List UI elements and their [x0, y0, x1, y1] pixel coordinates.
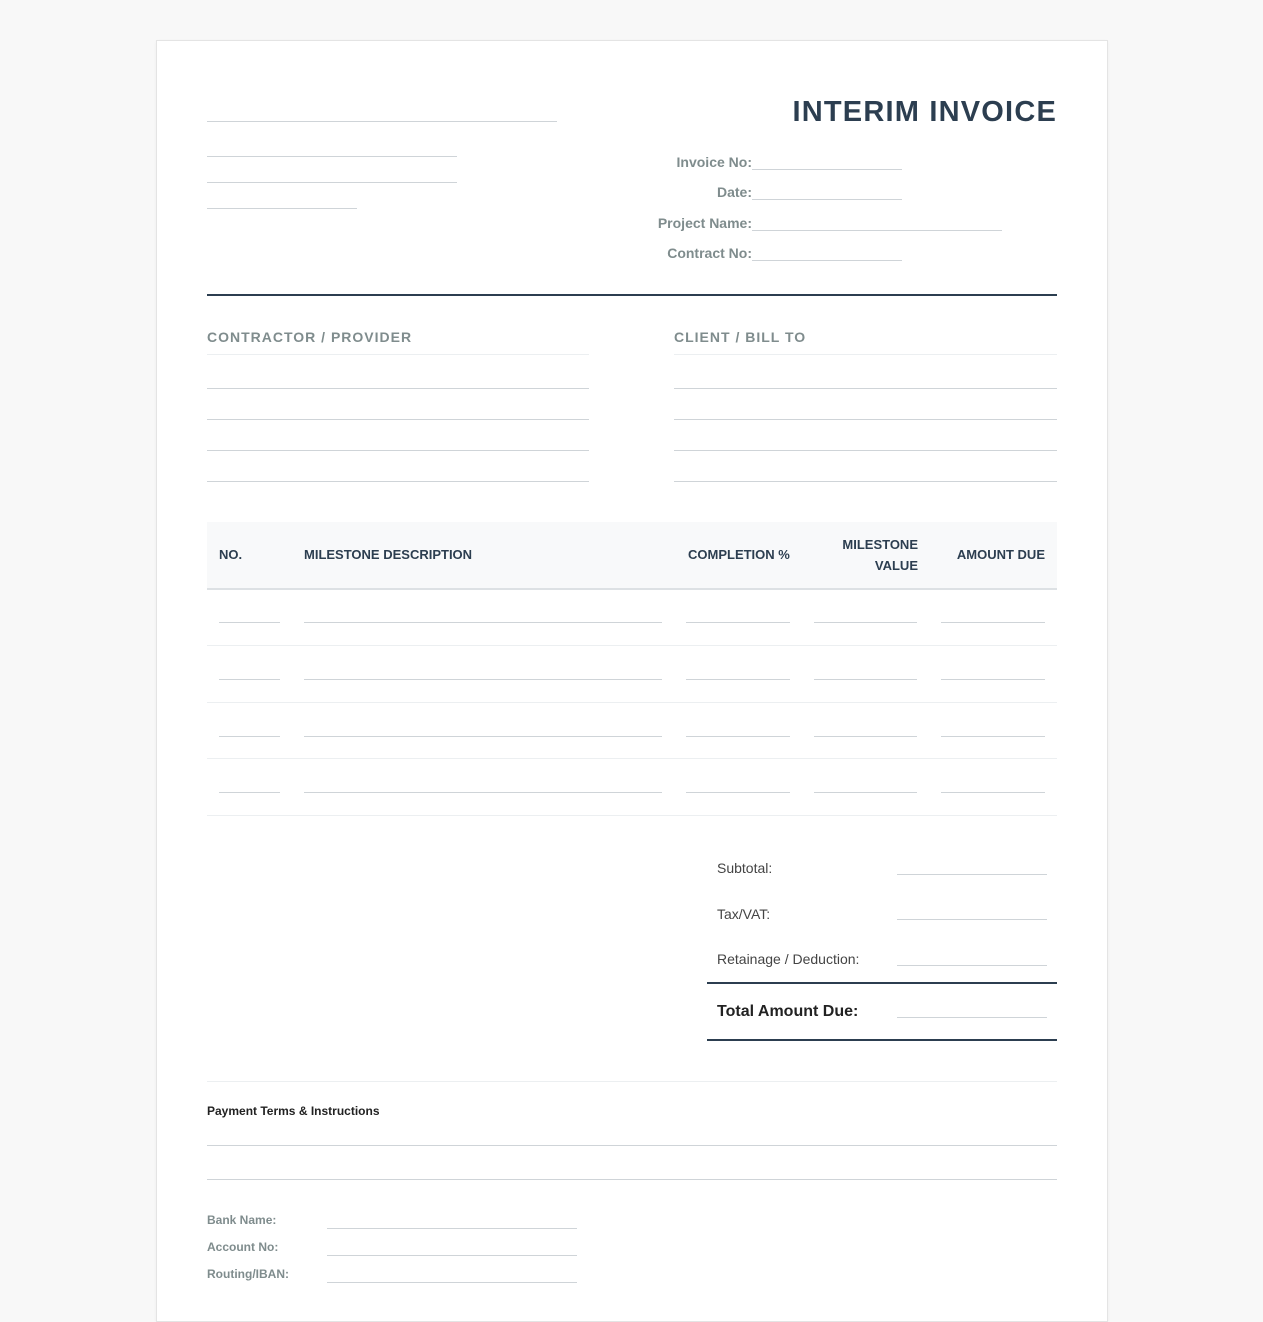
row-2-value-field[interactable] [814, 679, 917, 680]
row-4-divider [207, 815, 1057, 816]
header-completion: COMPLETION % [688, 547, 790, 562]
row-4-description-field[interactable] [304, 792, 662, 793]
row-1-completion-field[interactable] [686, 622, 790, 623]
contractor-line-4[interactable] [207, 481, 589, 482]
invoice-page [156, 40, 1108, 1322]
account-no-label: Account No: [207, 1240, 279, 1254]
row-4-amount-field[interactable] [941, 792, 1045, 793]
header-no: NO. [219, 547, 243, 562]
payment-section-divider [207, 1081, 1057, 1082]
client-line-1[interactable] [674, 388, 1057, 389]
payment-terms-line-2[interactable] [207, 1179, 1057, 1180]
total-top-border [707, 982, 1057, 984]
company-name-line[interactable] [207, 121, 557, 122]
client-line-3[interactable] [674, 450, 1057, 451]
bank-name-field[interactable] [327, 1228, 577, 1229]
row-4-no-field[interactable] [219, 792, 280, 793]
contractor-section-title: CONTRACTOR / PROVIDER [207, 329, 413, 345]
contractor-line-3[interactable] [207, 450, 589, 451]
payment-terms-line-1[interactable] [207, 1145, 1057, 1146]
contract-no-field[interactable] [752, 260, 902, 261]
row-2-description-field[interactable] [304, 679, 662, 680]
row-2-no-field[interactable] [219, 679, 280, 680]
header-milestone-value-line-2: VALUE [874, 558, 918, 573]
client-section-title: CLIENT / BILL TO [674, 329, 807, 345]
invoice-no-label: Invoice No: [676, 154, 752, 170]
company-address-line-1[interactable] [207, 156, 457, 157]
row-2-divider [207, 702, 1057, 703]
project-name-field[interactable] [752, 230, 1002, 231]
header-milestone-description: MILESTONE DESCRIPTION [304, 547, 473, 562]
routing-iban-field[interactable] [327, 1282, 577, 1283]
row-3-value-field[interactable] [814, 736, 917, 737]
header-milestone-value-line-1: MILESTONE [842, 537, 918, 552]
row-2-amount-field[interactable] [941, 679, 1045, 680]
total-bottom-border [707, 1039, 1057, 1041]
invoice-title: INTERIM INVOICE [792, 96, 1057, 128]
contractor-line-1[interactable] [207, 388, 589, 389]
company-address-line-2[interactable] [207, 182, 457, 183]
invoice-no-field[interactable] [752, 169, 902, 170]
retainage-label: Retainage / Deduction: [717, 951, 860, 967]
client-line-2[interactable] [674, 419, 1057, 420]
company-address-line-3[interactable] [207, 208, 357, 209]
contractor-title-underline [207, 354, 589, 355]
total-amount-due-label: Total Amount Due: [717, 1003, 859, 1020]
retainage-field[interactable] [897, 965, 1047, 966]
date-label: Date: [716, 184, 752, 200]
row-2-completion-field[interactable] [686, 679, 790, 680]
row-4-completion-field[interactable] [686, 792, 790, 793]
bank-name-label: Bank Name: [207, 1213, 277, 1227]
row-3-completion-field[interactable] [686, 736, 790, 737]
total-amount-due-field[interactable] [897, 1017, 1047, 1018]
header-amount-due: AMOUNT DUE [956, 547, 1045, 562]
subtotal-label: Subtotal: [717, 860, 773, 876]
row-1-divider [207, 645, 1057, 646]
row-3-divider [207, 758, 1057, 759]
date-field[interactable] [752, 199, 902, 200]
routing-iban-label: Routing/IBAN: [207, 1267, 289, 1281]
row-1-value-field[interactable] [814, 622, 917, 623]
row-3-amount-field[interactable] [941, 736, 1045, 737]
row-1-description-field[interactable] [304, 622, 662, 623]
project-name-label: Project Name: [657, 215, 752, 231]
tax-label: Tax/VAT: [717, 906, 771, 922]
client-line-4[interactable] [674, 481, 1057, 482]
row-1-no-field[interactable] [219, 622, 280, 623]
header-divider [207, 294, 1057, 296]
row-1-amount-field[interactable] [941, 622, 1045, 623]
contract-no-label: Contract No: [667, 245, 752, 261]
row-3-no-field[interactable] [219, 736, 280, 737]
subtotal-field[interactable] [897, 874, 1047, 875]
payment-terms-title: Payment Terms & Instructions [207, 1104, 380, 1118]
account-no-field[interactable] [327, 1255, 577, 1256]
tax-field[interactable] [897, 919, 1047, 920]
row-3-description-field[interactable] [304, 736, 662, 737]
contractor-line-2[interactable] [207, 419, 589, 420]
client-title-underline [674, 354, 1057, 355]
milestone-table-header [207, 522, 1057, 590]
row-4-value-field[interactable] [814, 792, 917, 793]
